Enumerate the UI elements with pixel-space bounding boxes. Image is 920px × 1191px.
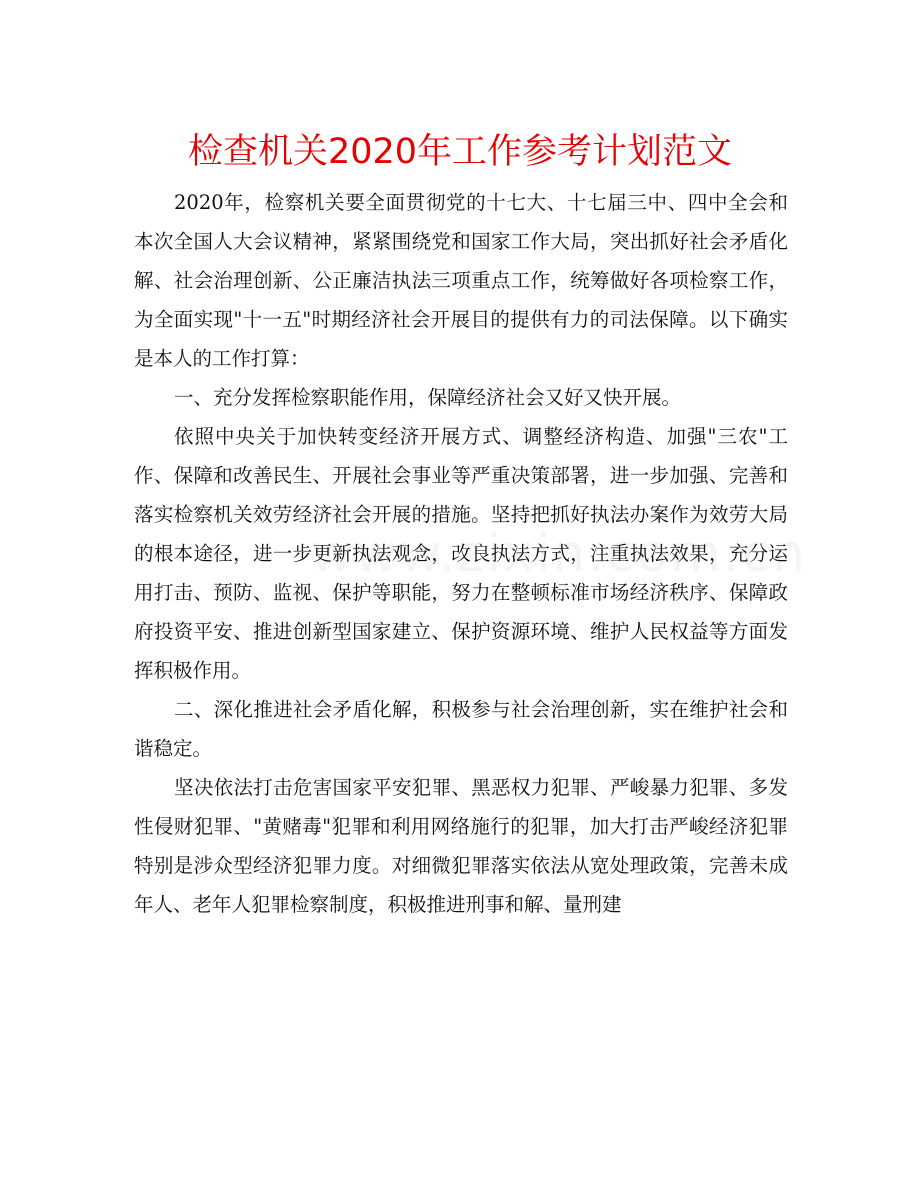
paragraph-intro: 2020年，检察机关要全面贯彻党的十七大、十七届三中、四中全会和本次全国人大会议精神，紧紧围绕党和国家工作大局，突出抓好社会矛盾化解、社会治理创新、公正廉洁执法三项重点工作，统筹做好各项检察工作，为全面实现"十一五"时期经济社会开展目的提供有力的司法保障。以下确实是本人的工作打算： bbox=[134, 191, 788, 370]
section-heading-1: 一、充分发挥检察职能作用，保障经济社会又好又快开展。 bbox=[174, 386, 682, 409]
section-heading-2: 二、深化推进社会矛盾化解，积极参与社会治理创新，实在维护社会和谐稳定。 bbox=[134, 698, 788, 760]
paragraph-section-2: 坚决依法打击危害国家平安犯罪、黑恶权力犯罪、严峻暴力犯罪、多发性侵财犯罪、"黄赌毒"犯罪和利用网络施行的犯罪，加大打击严峻经济犯罪特别是涉众型经济犯罪力度。对细微犯罪落实依法从宽处理政策，完善未成年人、老年人犯罪检察制度，积极推进刑事和解、量刑建 bbox=[134, 776, 788, 916]
document-body bbox=[134, 183, 788, 924]
paragraph-section-1: 依照中央关于加快转变经济开展方式、调整经济构造、加强"三农"工作、保障和改善民生、开展社会事业等严重决策部署，进一步加强、完善和落实检察机关效劳经济社会开展的措施。坚持把抓好执法办案作为效劳大局的根本途径，进一步更新执法观念，改良执法方式，注重执法效果，充分运用打击、预防、监视、保护等职能，努力在整顿标准市场经济秩序、保障政府投资平安、推进创新型国家建立、保护资源环境、维护人民权益等方面发挥积极作用。 bbox=[134, 425, 788, 682]
document-title: 检查机关2020年工作参考计划范文 bbox=[187, 132, 733, 172]
